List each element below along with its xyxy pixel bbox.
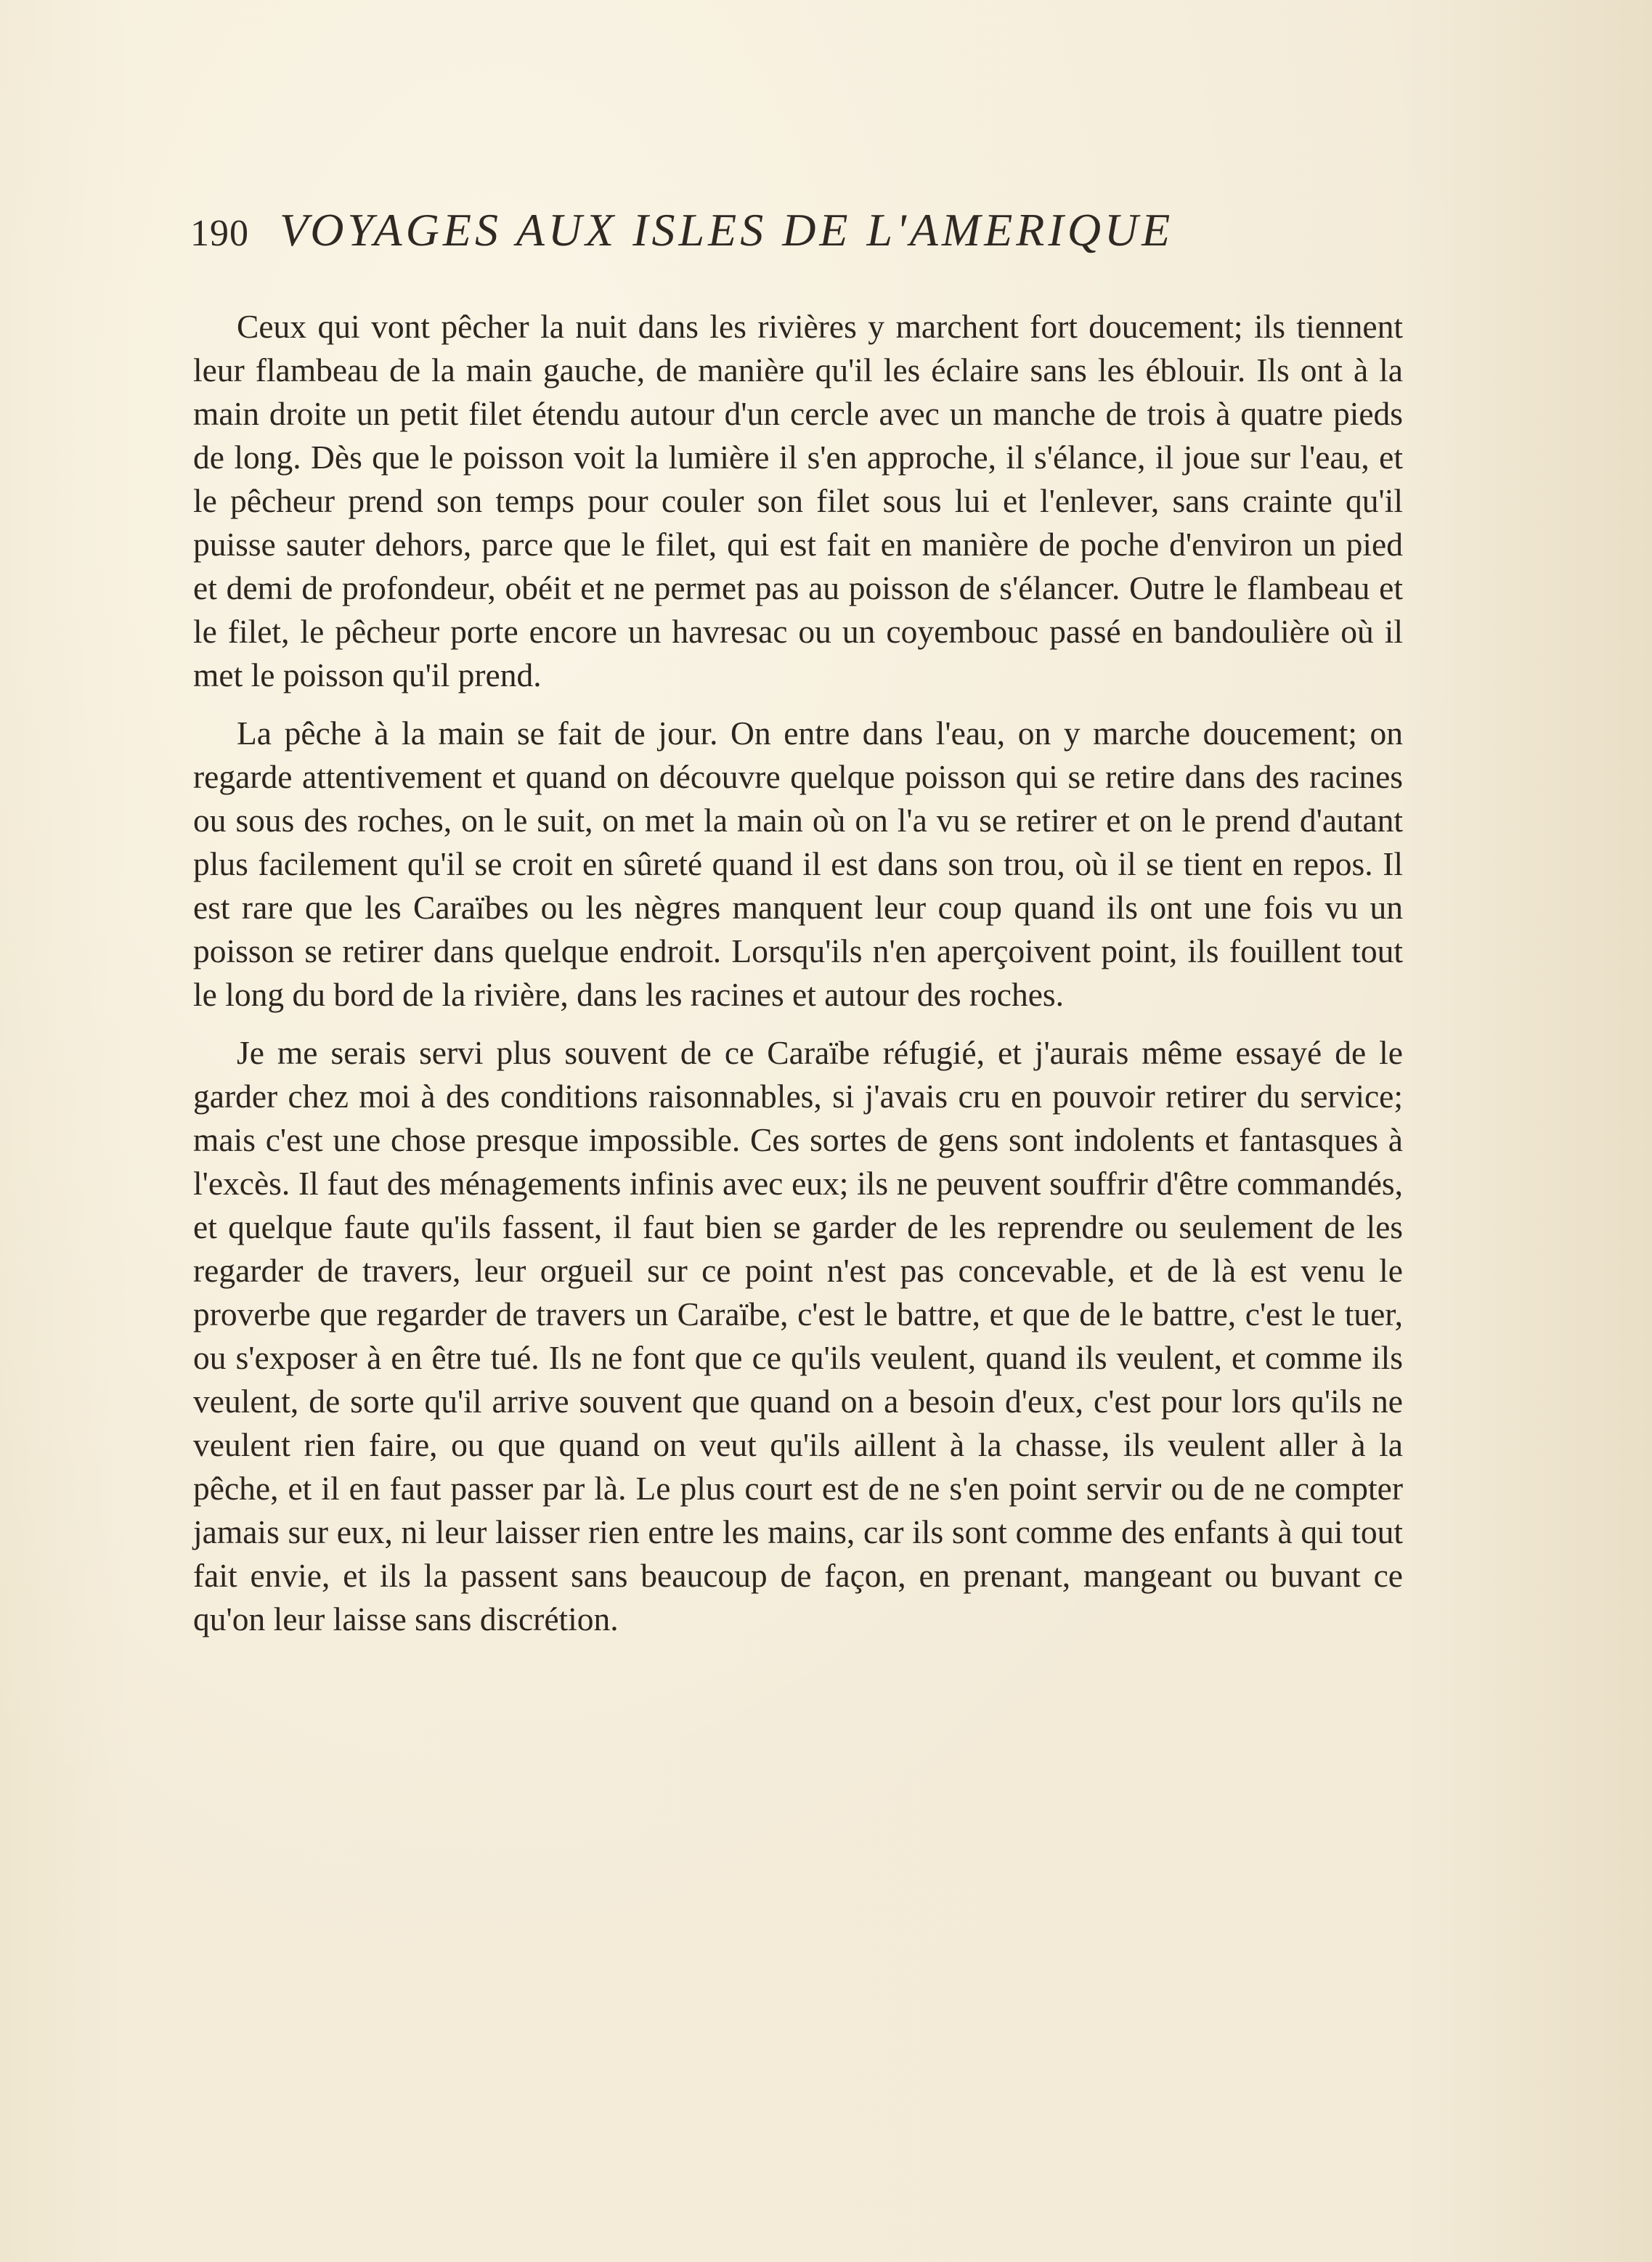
body-text [193,305,1403,1656]
paragraph-night-fishing: Ceux qui vont pêcher la nuit dans les rivières y marchent fort doucement; ils tiennent leur flambeau de la main gauche, de manière qu'il les éclaire sans les éblouir. Ils ont à la main droite un petit filet étendu autour d'un cercle avec un manche de trois à quatre pieds de long. Dès que le poisson voit la lumière il s'en approche, il s'élance, il joue sur l'eau, et le pêcheur prend son temps pour couler son filet sous lui et l'enlever, sans crainte qu'il puisse sauter dehors, parce que le filet, qui est fait en manière de poche d'environ un pied et demi de profondeur, obéit et ne permet pas au poisson de s'élancer. Outre le flambeau et le filet, le pêcheur porte encore un havresac ou un coyembouc passé en bandoulière où il met le poisson qu'il prend. [193,308,1403,693]
running-title: VOYAGES AUX ISLES DE L'AMERIQUE [280,204,1174,256]
paragraph-hand-fishing: La pêche à la main se fait de jour. On entre dans l'eau, on y marche doucement; on regarde attentivement et quand on découvre quelque poisson qui se retire dans des racines ou sous des roches, on le suit, on met la main où on l'a vu se retirer et on le prend d'autant plus facilement qu'il se croit en sûreté quand il est dans son trou, où il se tient en repos. Il est rare que les Caraïbes ou les nègres manquent leur coup quand ils ont une fois vu un poisson se retirer dans quelque endroit. Lorsqu'ils n'en aperçoivent point, ils fouillent tout le long du bord de la rivière, dans les racines et autour des roches. [193,715,1403,1013]
page-number: 190 [190,213,249,254]
page-header [190,203,1425,269]
paragraph-carib-refugee: Je me serais servi plus souvent de ce Caraïbe réfugié, et j'aurais même essayé de le garder chez moi à des conditions raisonnables, si j'avais cru en pouvoir retirer du service; mais c'est une chose presque impossible. Ces sortes de gens sont indolents et fantasques à l'excès. Il faut des ménagements infinis avec eux; ils ne peuvent souffrir d'être commandés, et quelque faute qu'ils fassent, il faut bien se garder de les reprendre ou seulement de les regarder de travers, leur orgueil sur ce point n'est pas concevable, et de là est venu le proverbe que regarder de travers un Caraïbe, c'est le battre, et que de le battre, c'est le tuer, ou s'exposer à en être tué. Ils ne font que ce qu'ils veulent, quand ils veulent, et comme ils veulent, de sorte qu'il arrive souvent que quand on a besoin d'eux, c'est pour lors qu'ils ne veulent rien faire, ou que quand on veut qu'ils aillent à la chasse, ils veulent aller à la pêche, et il en faut passer par là. Le plus court est de ne s'en point servir ou de ne compter jamais sur eux, ni leur laisser rien entre les mains, car ils sont comme des enfants à qui tout fait envie, et ils la passent sans beaucoup de façon, en prenant, mangeant ou buvant ce qu'on leur laisse sans discrétion. [193,1034,1403,1637]
